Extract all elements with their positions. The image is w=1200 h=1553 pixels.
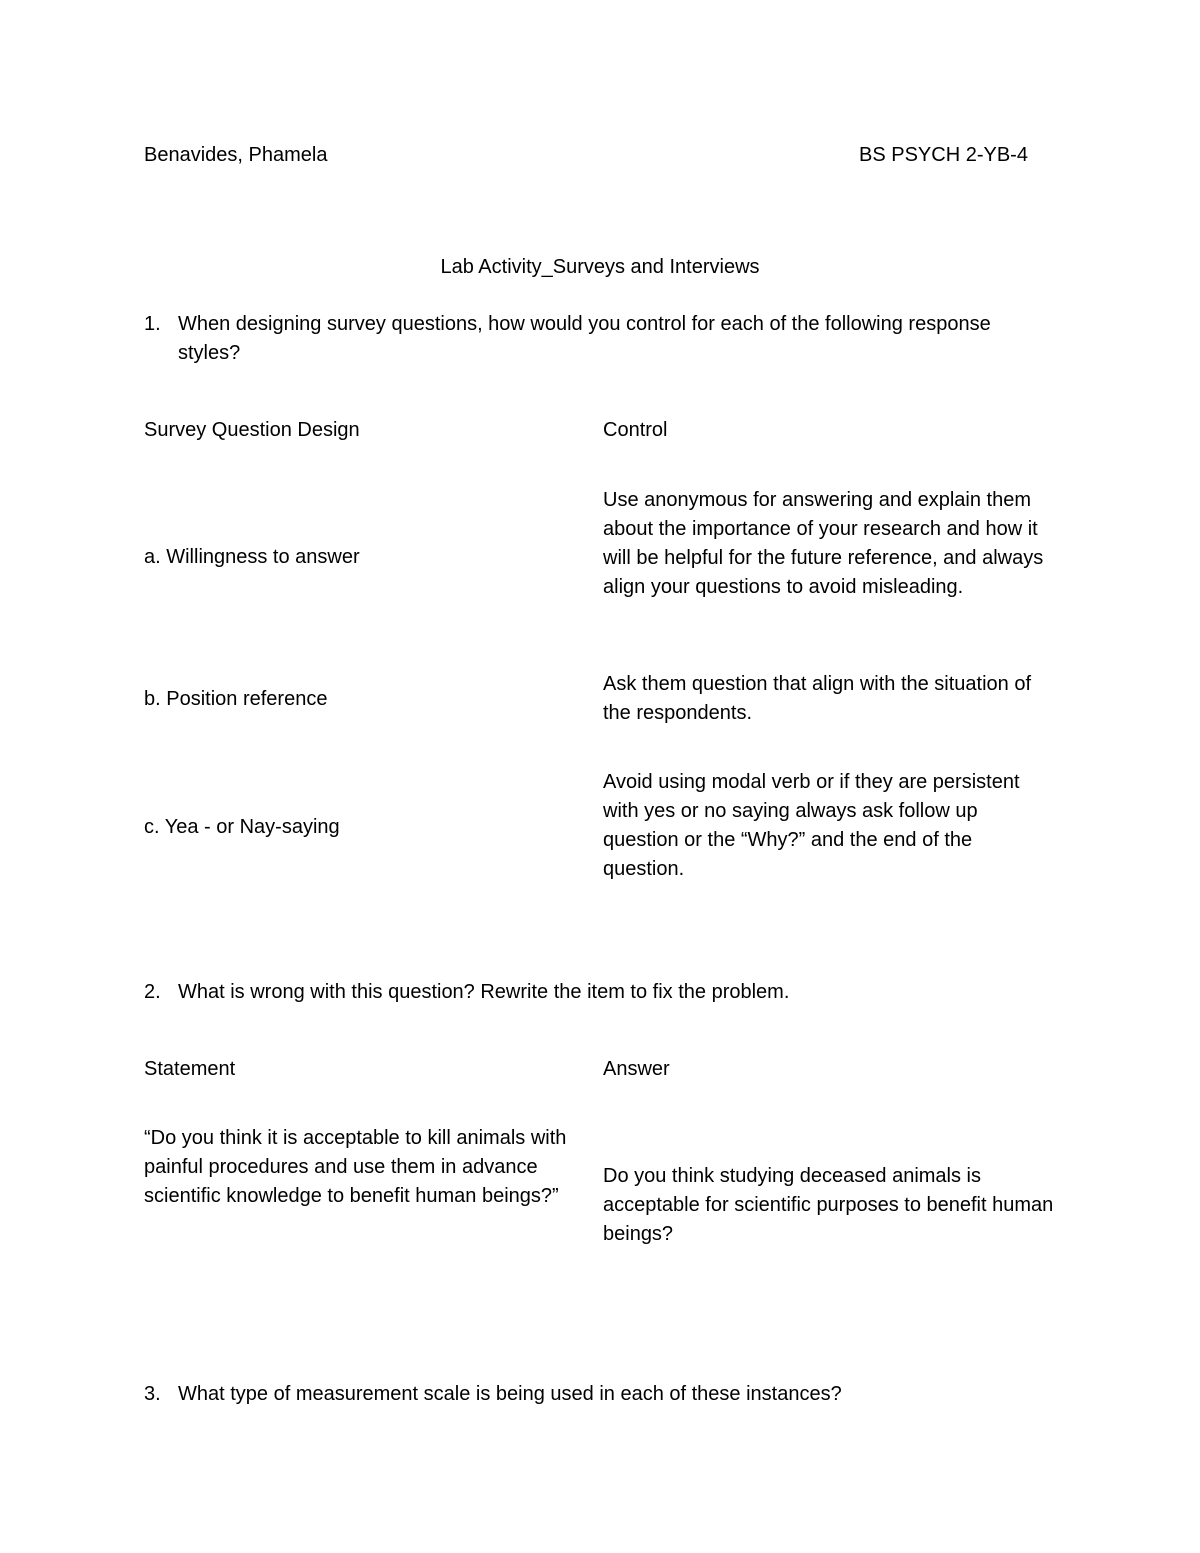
q1-row-c-control: Avoid using modal verb or if they are persistent with yes or no saying always ask follow up question or the “Why?” and the end of the question. [603,771,1020,880]
q1-row-b-design: b. Position reference [144,688,328,710]
question-1-number: 1. [144,313,161,335]
question-3-number: 3. [144,1383,161,1405]
q2-statement: “Do you think it is acceptable to kill animals with painful procedures and use them in advance scientific knowledge to benefit human beings?” [144,1127,567,1207]
q1-row-a-control: Use anonymous for answering and explain them about the importance of your research and how it will be helpful for the future reference, and always align your questions to avoid misleading. [603,489,1044,598]
question-3 [144,1380,1024,1409]
q2-answer: Do you think studying deceased animals is acceptable for scientific purposes to benefit human beings? [603,1165,1054,1245]
q1-row-c-design: c. Yea - or Nay-saying [144,816,340,838]
question-2-number: 2. [144,981,161,1003]
q2-statement-header: Statement [144,1058,236,1080]
document-title: Lab Activity_Surveys and Interviews [440,256,760,278]
q1-row-a-design: a. Willingness to answer [144,546,360,568]
q1-row-b-control: Ask them question that align with the situation of the respondents. [603,673,1032,724]
q2-answer-header: Answer [603,1058,670,1080]
student-name: Benavides, Phamela [144,144,328,166]
question-2 [144,978,1024,1007]
q1-control-header: Control [603,419,668,441]
question-1-text: When designing survey questions, how would you control for each of the following response styles? [178,313,991,364]
question-1 [144,310,1024,368]
question-3-text: What type of measurement scale is being used in each of these instances? [178,1383,842,1405]
question-2-text: What is wrong with this question? Rewrite the item to fix the problem. [178,981,790,1003]
student-section: BS PSYCH 2-YB-4 [859,144,1028,166]
q1-design-header: Survey Question Design [144,419,360,441]
